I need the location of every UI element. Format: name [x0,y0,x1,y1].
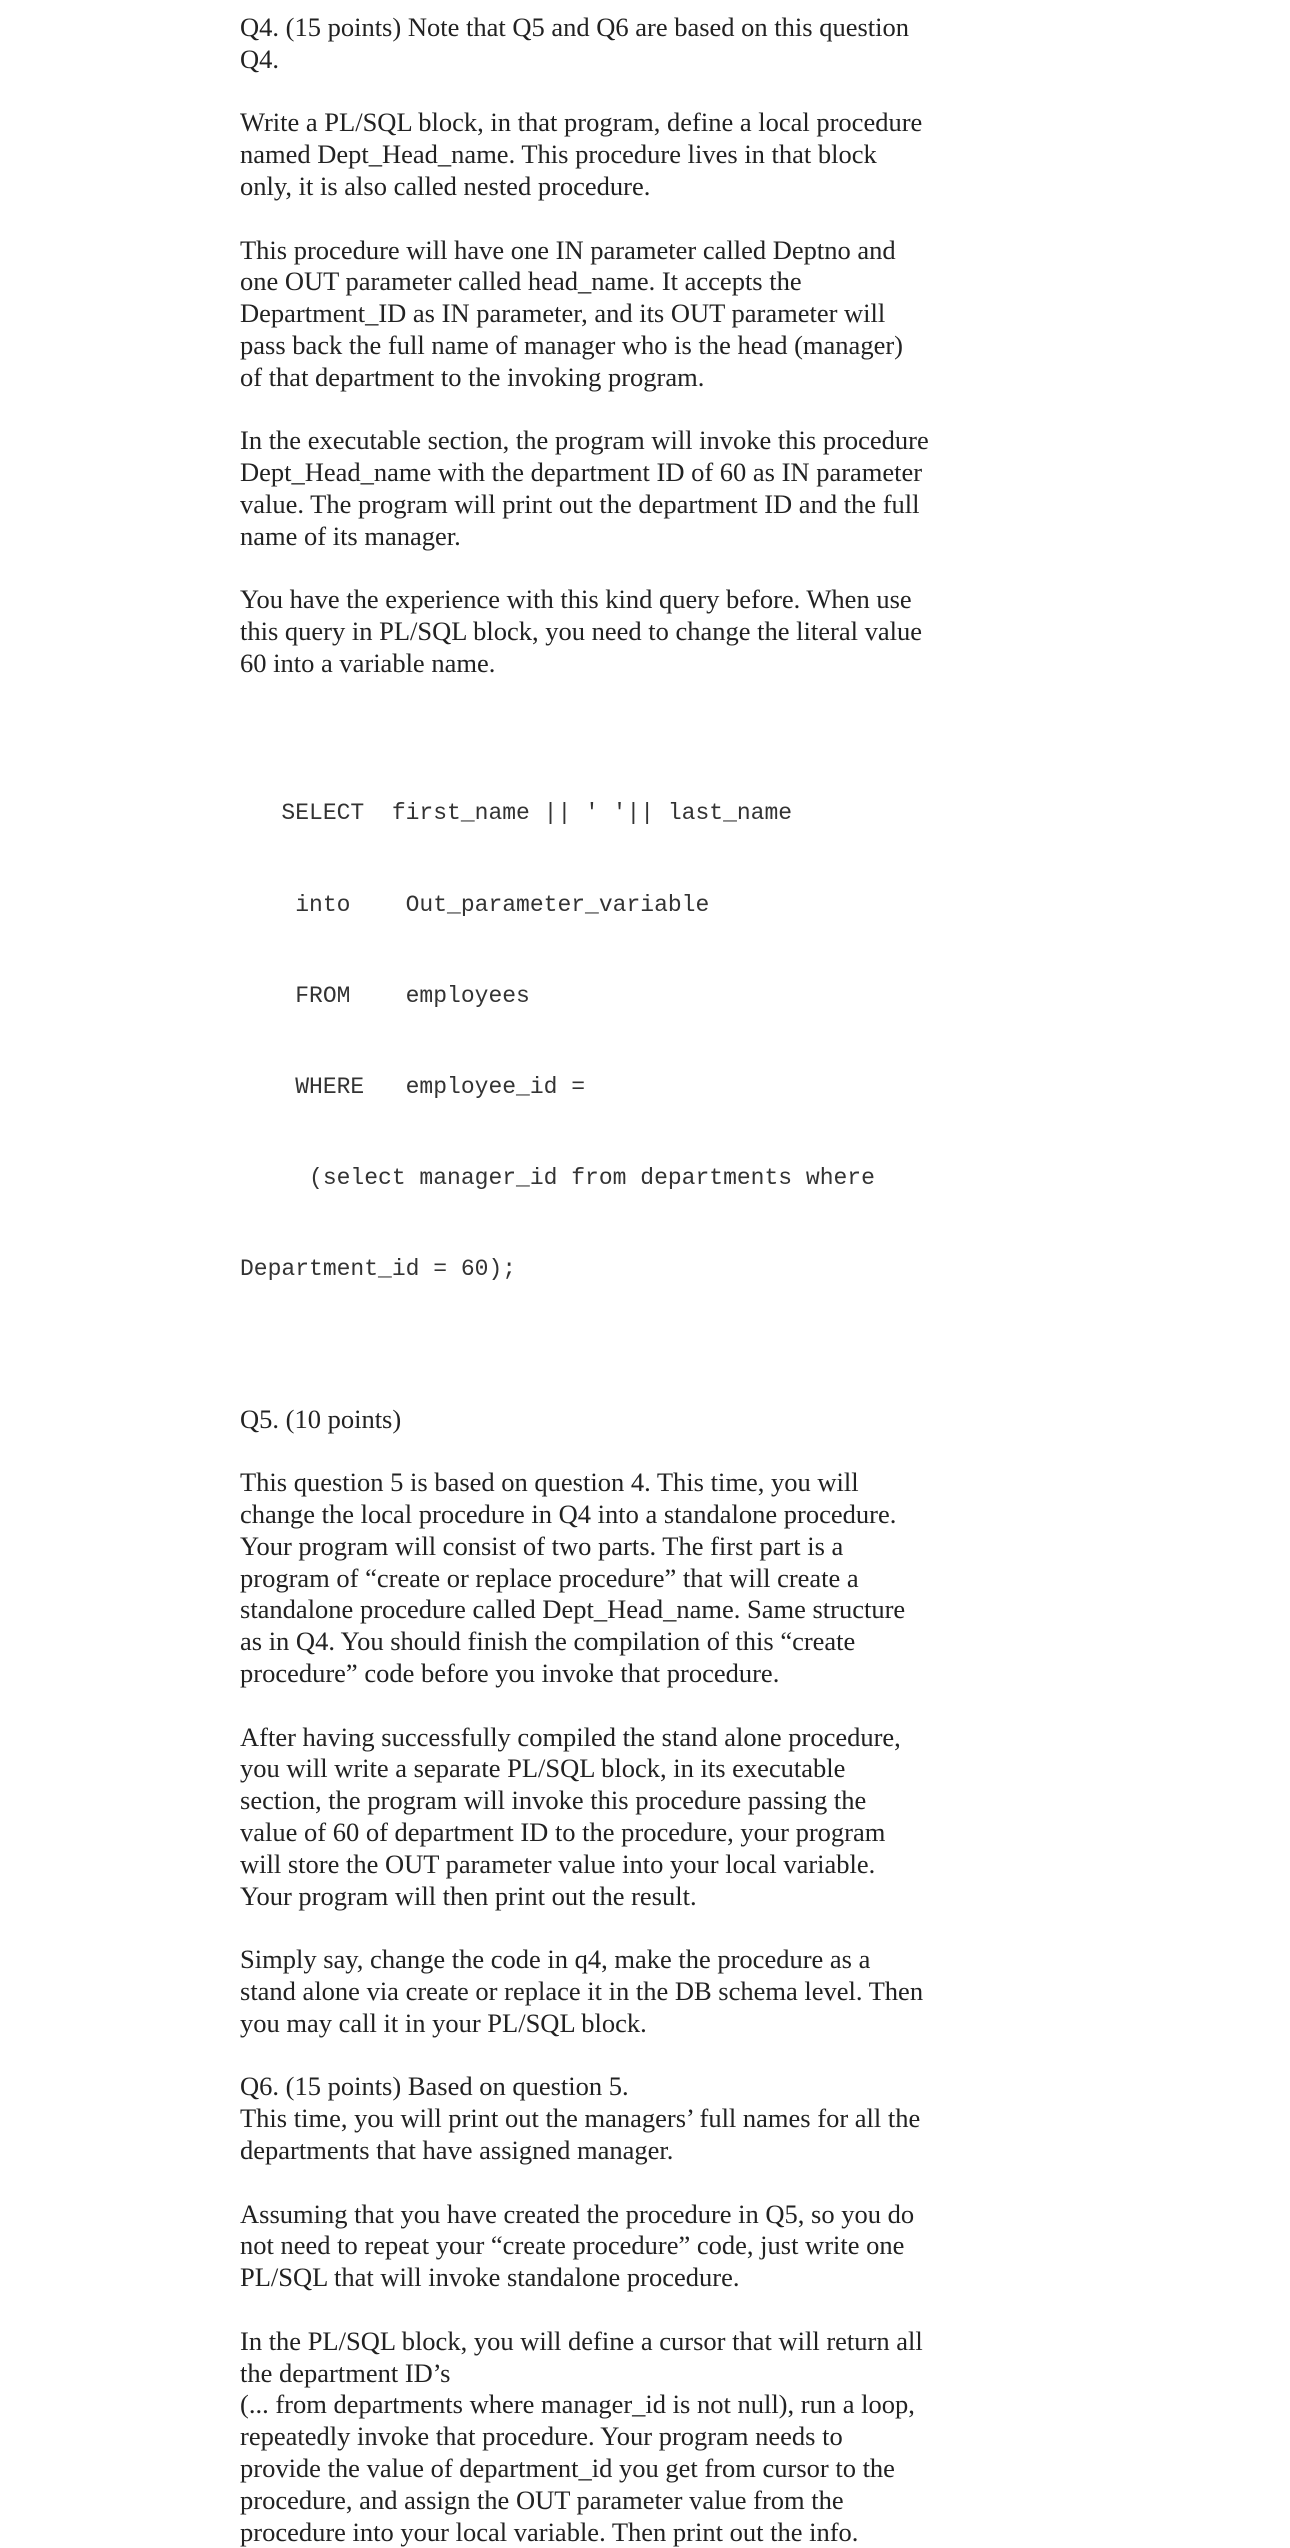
q6-heading-block: Q6. (15 points) Based on question 5. This time, you will print out the managers’ full names for all the departments that have assigned manager. [240,2071,960,2166]
code-line: Department_id = 60); [240,1256,517,1283]
code-line: FROM employees [240,982,530,1009]
q6-heading: Q6. (15 points) Based on question 5. [240,2071,629,2102]
q4-paragraph-2: This procedure will have one IN parameter called Deptno and one OUT parameter called head_name. It accepts the Department_ID as IN parameter, and its OUT parameter will pass back the full name of manager who is the head (manager) of that department to the invoking program. [240,234,903,392]
code-line: SELECT first_name || ' '|| last_name [240,800,793,827]
q4-heading: Q4. (15 points) Note that Q5 and Q6 are based on this question Q4. [240,12,910,74]
q6-paragraph-1: Assuming that you have created the procedure in Q5, so you do not need to repeat your “create procedure” code, just write one PL/SQL that will invoke standalone procedure. [240,2198,915,2293]
q4-paragraph-1: Write a PL/SQL block, in that program, define a local procedure named Dept_Head_name. This procedure lives in that block only, it is also called nested procedure. [240,107,923,201]
q4-paragraph-3: In the executable section, the program will invoke this procedure Dept_Head_name with the department ID of 60 as IN parameter value. The program will print out the department ID and the full name of its manager. [240,425,929,551]
code-line: WHERE employee_id = [240,1074,586,1100]
sql-code-block [240,738,960,1346]
q4-paragraph-4: You have the experience with this kind query before. When use this query in PL/SQL block, you need to change the literal value 60 into a variable name. [240,584,922,678]
q5-paragraph-2: After having successfully compiled the stand alone procedure, you will write a separate PL/SQL block, in its executable section, the program will invoke this procedure passing the value of 60 of department ID to the procedure, your program will store the OUT parameter value into your local variable. Your program will then print out the result. [240,1721,901,1911]
q5-heading: Q5. (10 points) [240,1403,402,1434]
q5-paragraph-1: This question 5 is based on question 4. This time, you will change the local procedure in Q4 into a standalone procedure. Your program will consist of two parts. The first part is a program of “create or replace procedure” that will create a standalone procedure called Dept_Head_name. Same structure as in Q4. You should finish the compilation of this “create procedure” code before you invoke that procedure. [240,1467,906,1689]
q5-paragraph-3: Simply say, change the code in q4, make the procedure as a stand alone via create or replace it in the DB schema level. Then you may call it in your PL/SQL block. [240,1944,924,2038]
code-line: (select manager_id from departments where [240,1165,875,1192]
code-line: into Out_parameter_variable [240,891,710,918]
document-page [240,12,960,2548]
q6-paragraph-2: In the PL/SQL block, you will define a cursor that will return all the department ID’s (... from departments where manager_id is not null), run a loop, repeatedly invoke that procedure. Your program needs to provide the value of department_id you get from cursor to the procedure, and assign the OUT parameter value from the procedure into your local variable. Then print out the info. [240,2325,923,2547]
